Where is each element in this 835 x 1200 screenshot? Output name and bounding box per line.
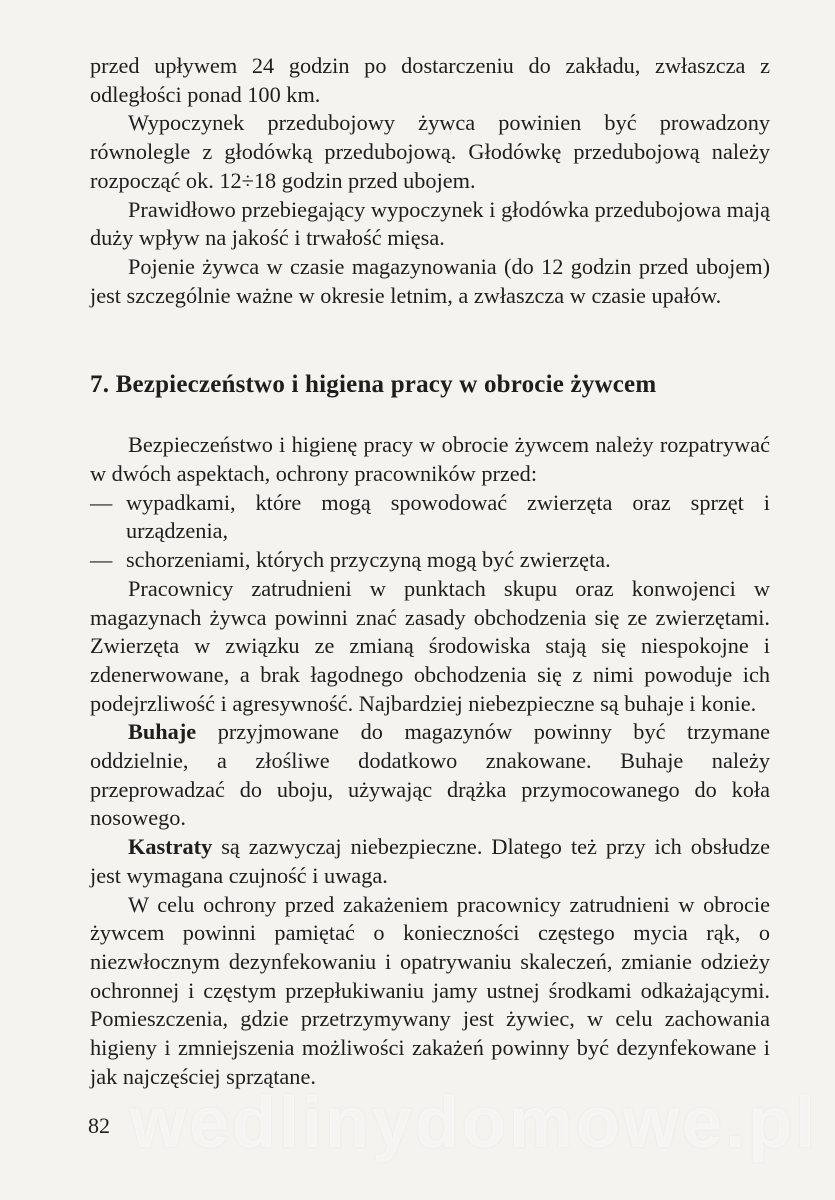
term-buhaje: Buhaje <box>128 719 197 745</box>
paragraph-buhaje-text: przyjmowane do magazynów powinny być trzymane oddzielnie, a złośliwe dodatkowo znakowane. Buhaje należy przeprowadzać do uboju, używając drążka przymocowanego do koła nosowego. <box>90 719 770 831</box>
list-item-text: schorzeniami, których przyczyną mogą być zwierzęta. <box>126 547 611 573</box>
paragraph-kastraty-text: są zazwyczaj niebezpieczne. Dlatego też przy ich obsłudze jest wymagana czujność i uwaga. <box>90 834 770 888</box>
dash-marker: — <box>90 489 113 515</box>
list-item <box>90 489 770 546</box>
dash-marker: — <box>90 547 113 573</box>
page-body <box>90 52 770 1092</box>
paragraph-buhaje <box>90 718 770 833</box>
paragraph-workers: Pracownicy zatrudnieni w punktach skupu oraz konwojenci w magazynach żywca powinni znać zasady obchodzenia się ze zwierzętami. Zwierzęta w związku ze zmianą środowiska stają się niespokojne i zdenerwowane, a brak łagodnego obchodzenia się z nimi powoduje ich podejrzliwość i agresywność. Najbardziej niebezpieczne są buhaje i konie. <box>90 575 770 716</box>
continuation-paragraph: przed upływem 24 godzin po dostarczeniu do zakładu, zwłaszcza z odległości ponad 100 km. <box>90 53 770 107</box>
term-kastraty: Kastraty <box>128 834 213 860</box>
list-item-text: wypadkami, które mogą spowodować zwierzęta oraz sprzęt i urządzenia, <box>126 489 770 544</box>
paragraph-hygiene: W celu ochrony przed zakażeniem pracownicy zatrudnieni w obrocie żywcem powinni pamiętać o konieczności częstego mycia rąk, o niezwłocznym dezynfekowaniu i opatrywaniu skaleczeń, zmianie odzieży ochronnej i częstym przepłukiwaniu jamy ustnej środkami odkażającymi. Pomieszczenia, gdzie przetrzymywany jest żywiec, w celu zachowania higieny i zmniejszenia możliwości zakażeń powinny być dezynfekowane i jak najczęściej sprzątane. <box>90 891 770 1089</box>
paragraph-watering: Pojenie żywca w czasie magazynowania (do 12 godzin przed ubojem) jest szczególnie ważne w okresie letnim, a zwłaszcza w czasie upałów. <box>90 253 770 308</box>
paragraph-intro: Bezpieczeństwo i higienę pracy w obrocie żywcem należy rozpatrywać w dwóch aspektach, ochrony pracowników przed: <box>90 432 770 487</box>
list-item <box>90 546 770 575</box>
watermark: wedlinydomowe.pl <box>130 1083 819 1163</box>
page-number: 82 <box>88 1113 110 1138</box>
paragraph-kastraty <box>90 833 770 890</box>
paragraph-rest: Wypoczynek przedubojowy żywca powinien być prowadzony równolegle z głodówką przedubojową. Głodówkę przedubojową należy rozpocząć ok. 12÷18 godzin przed ubojem. <box>90 110 770 193</box>
section-heading: 7. Bezpieczeństwo i higiena pracy w obrocie żywcem <box>90 371 657 399</box>
paragraph-fasting: Prawidłowo przebiegający wypoczynek i głodówka przedubojowa mają duży wpływ na jakość i trwałość mięsa. <box>90 196 770 251</box>
